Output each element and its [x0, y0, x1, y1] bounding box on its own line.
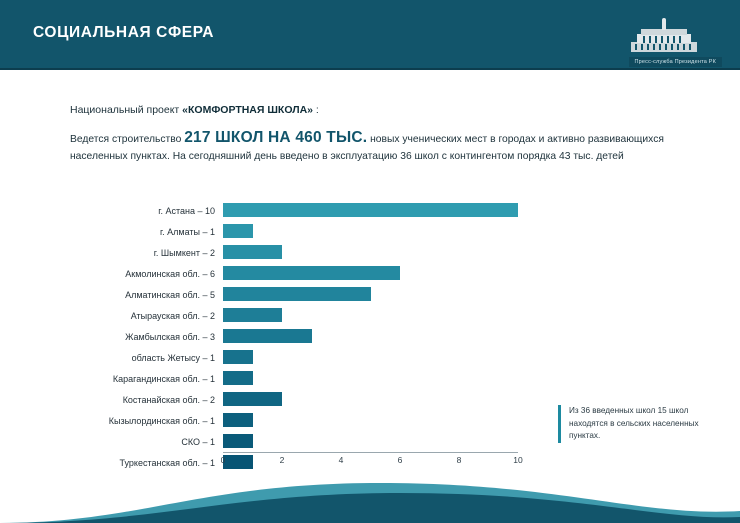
chart-bar	[223, 392, 282, 406]
chart-bar	[223, 308, 282, 322]
chart-bar-track	[223, 347, 518, 368]
chart-row	[70, 410, 530, 431]
chart-bar-track	[223, 410, 518, 431]
lead-part1: Ведется строительство	[70, 134, 185, 145]
akorda-building-icon	[631, 18, 697, 52]
chart-bar	[223, 203, 518, 217]
chart-bar-track	[223, 389, 518, 410]
chart-row	[70, 284, 530, 305]
chart-bar	[223, 413, 253, 427]
chart-bar-track	[223, 431, 518, 452]
chart-bar	[223, 224, 253, 238]
page-header	[0, 0, 740, 68]
chart-row	[70, 326, 530, 347]
chart-category-label: Атырауская обл. – 2	[130, 310, 215, 321]
chart-bar-track	[223, 242, 518, 263]
chart-bar-track	[223, 200, 518, 221]
chart-x-axis	[220, 452, 523, 472]
press-service-label: Пресс-служба Президента РК	[629, 57, 723, 67]
chart-bar-track	[223, 221, 518, 242]
chart-row	[70, 368, 530, 389]
chart-rows	[70, 200, 530, 473]
axis-tick-label: 0	[220, 455, 226, 465]
chart-category-label: Карагандинская обл. – 1	[112, 373, 215, 384]
chart-row	[70, 263, 530, 284]
chart-category-label: область Жетысу – 1	[131, 352, 215, 363]
chart-category-label: Туркестанская обл. – 1	[119, 457, 215, 468]
axis-line	[223, 452, 518, 453]
project-intro	[70, 104, 670, 116]
chart-bar	[223, 371, 253, 385]
chart-row	[70, 431, 530, 452]
lead-paragraph	[70, 130, 680, 165]
chart-category-label: Акмолинская обл. – 6	[125, 268, 215, 279]
chart-category-label: Костанайская обл. – 2	[122, 394, 215, 405]
chart-row	[70, 305, 530, 326]
axis-tick-label: 10	[513, 455, 523, 465]
chart-category-label: СКО – 1	[181, 436, 215, 447]
intro-suffix: :	[313, 104, 319, 116]
chart-category-label: г. Шымкент – 2	[153, 247, 215, 258]
schools-by-region-bar-chart	[70, 200, 530, 475]
chart-row	[70, 389, 530, 410]
axis-tick-label: 6	[397, 455, 403, 465]
chart-bar	[223, 245, 282, 259]
chart-bar	[223, 350, 253, 364]
chart-bar-track	[223, 305, 518, 326]
chart-bar	[223, 329, 312, 343]
chart-bar-track	[223, 368, 518, 389]
chart-category-label: г. Астана – 10	[158, 205, 215, 216]
chart-category-label: Кызылординская обл. – 1	[108, 415, 215, 426]
chart-bar-track	[223, 263, 518, 284]
rural-schools-note: Из 36 введенных школ 15 школ находятся в сельских населенных пунктах.	[558, 405, 699, 443]
intro-project-name: «КОМФОРТНАЯ ШКОЛА»	[182, 104, 314, 116]
lead-part2: новых ученических мест в городах и активно развивающихся населенных пунктах. На сегодняшний день введено в эксплуатацию 36 школ с контингентом порядка 43 тыс. детей	[70, 134, 664, 162]
axis-tick-label: 4	[338, 455, 344, 465]
lead-highlight: 217 ШКОЛ НА 460 ТЫС.	[184, 129, 368, 146]
chart-category-label: Алматинская обл. – 5	[125, 289, 215, 300]
header-divider	[0, 68, 740, 70]
chart-category-label: г. Алматы – 1	[159, 226, 215, 237]
chart-row	[70, 242, 530, 263]
chart-row	[70, 200, 530, 221]
footer-decoration	[0, 477, 740, 523]
chart-category-label: Жамбылская обл. – 3	[125, 331, 215, 342]
axis-tick-label: 8	[456, 455, 462, 465]
chart-bar-track	[223, 284, 518, 305]
axis-tick-label: 2	[279, 455, 285, 465]
chart-bar	[223, 287, 371, 301]
page-title: СОЦИАЛЬНАЯ СФЕРА	[33, 24, 215, 41]
chart-bar	[223, 266, 400, 280]
chart-bar-track	[223, 326, 518, 347]
chart-bar	[223, 434, 253, 448]
chart-row	[70, 221, 530, 242]
intro-prefix: Национальный проект	[70, 104, 183, 116]
chart-row	[70, 347, 530, 368]
